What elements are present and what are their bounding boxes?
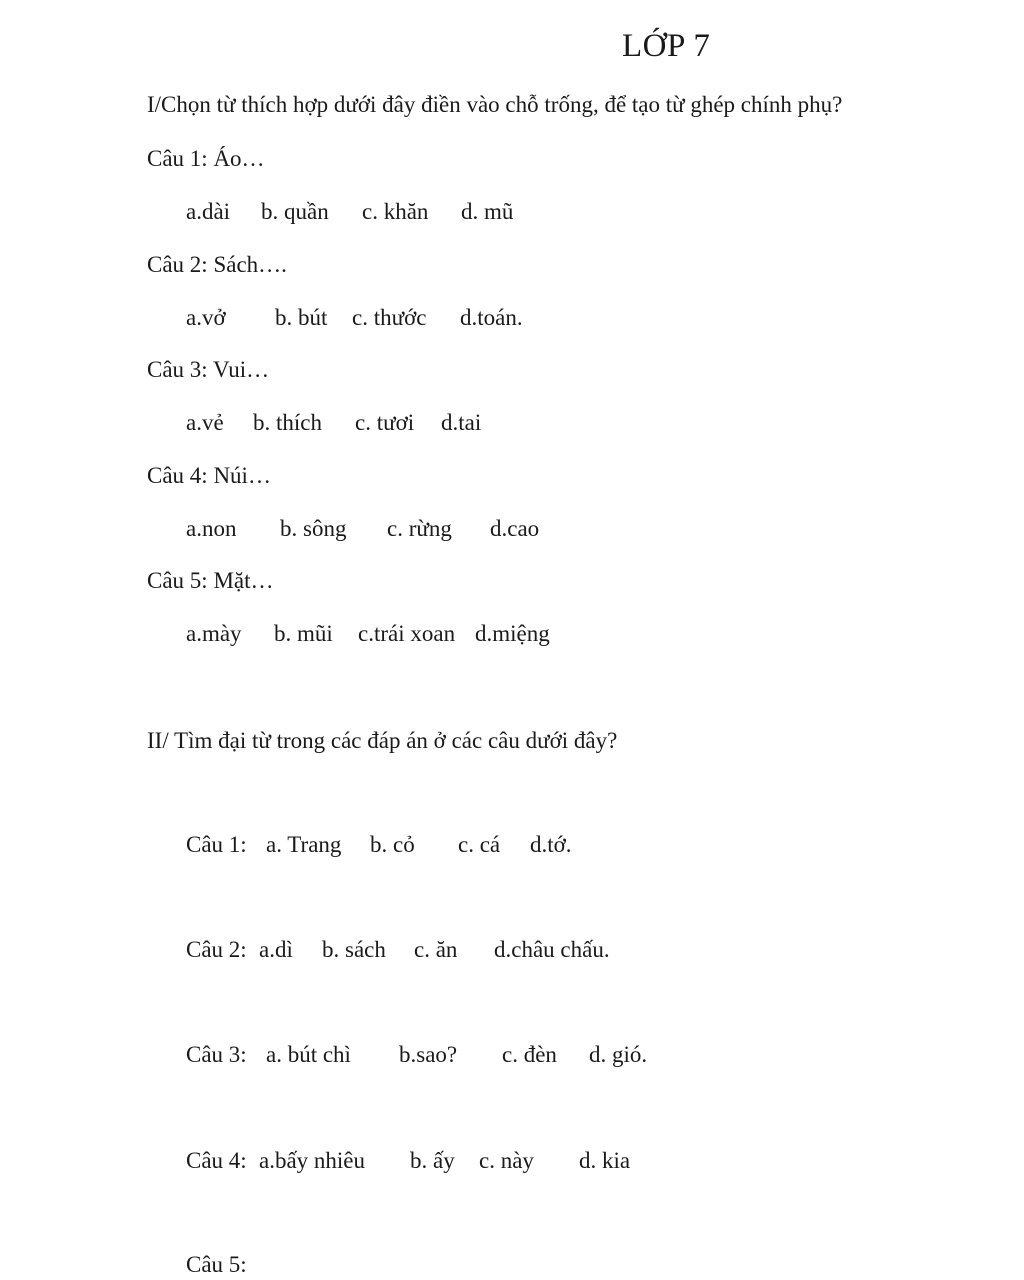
option: a. Trang (266, 832, 342, 857)
option: c. thước (352, 305, 427, 330)
option: b. cỏ (370, 832, 415, 857)
option: d. kia (579, 1148, 631, 1173)
option: a.mày (186, 621, 242, 646)
s2-question-1 (186, 830, 572, 860)
option: b. bút (275, 305, 328, 330)
option: d.miệng (475, 621, 550, 646)
s1-q5-options (186, 619, 550, 649)
section2-heading: II/ Tìm đại từ trong các đáp án ở các câu dưới đây? (147, 728, 618, 753)
option: c. tươi (355, 410, 415, 435)
option: b. thích (253, 410, 322, 435)
s1-q2-options (186, 303, 523, 333)
option: c. đèn (502, 1042, 557, 1067)
question-label: Câu 3: (186, 1042, 247, 1067)
option: d.toán. (460, 305, 523, 330)
option: b. sách (322, 937, 386, 962)
question-label: Câu 2: (186, 937, 247, 962)
option: d.châu chấu. (494, 937, 610, 962)
s1-q1-options (186, 197, 513, 227)
s2-question-3 (186, 1040, 647, 1070)
option: d.tớ. (530, 832, 572, 857)
option: d.tai (441, 410, 482, 435)
option: d. mũ (461, 199, 514, 224)
option: b. mũi (274, 621, 333, 646)
s2-question-2 (186, 935, 610, 965)
option: a.dài (186, 199, 231, 224)
option: c.trái xoan (358, 621, 456, 646)
option: c. ăn (414, 937, 458, 962)
option: a. bút chì (266, 1042, 351, 1067)
option: b. ấy (410, 1148, 455, 1173)
option: c. này (479, 1148, 534, 1173)
option: d. gió. (589, 1042, 648, 1067)
option: b. sông (280, 516, 347, 541)
option: a.vẻ (186, 410, 224, 435)
s1-question-4: Câu 4: Núi… (147, 463, 271, 488)
s2-question-5-cutoff (186, 1240, 566, 1277)
s1-question-1: Câu 1: Áo… (147, 146, 265, 171)
option: b.sao? (399, 1042, 458, 1067)
section1-heading: I/Chọn từ thích hợp dưới đây điền vào chỗ trống, để tạo từ ghép chính phụ? (147, 92, 843, 117)
s2-question-4 (186, 1146, 630, 1176)
option: a.vở (186, 305, 226, 330)
page-title: LỚP 7 (622, 28, 711, 64)
option: a.bấy nhiêu (259, 1148, 366, 1173)
option: c. rừng (387, 516, 452, 541)
question-label: Câu 4: (186, 1148, 247, 1173)
question-label: Câu 5: (186, 1252, 247, 1277)
s1-question-3: Câu 3: Vui… (147, 357, 270, 382)
option: d.cao (490, 516, 540, 541)
option: c. cá (458, 832, 501, 857)
s1-q3-options (186, 408, 481, 438)
option: a.dì (259, 937, 293, 962)
question-label: Câu 1: (186, 832, 247, 857)
s1-q4-options (186, 514, 539, 544)
option: b. quần (261, 199, 329, 224)
s1-question-2: Câu 2: Sách…. (147, 252, 287, 277)
option: c. khăn (362, 199, 429, 224)
s1-question-5: Câu 5: Mặt… (147, 568, 274, 593)
option: a.non (186, 516, 237, 541)
